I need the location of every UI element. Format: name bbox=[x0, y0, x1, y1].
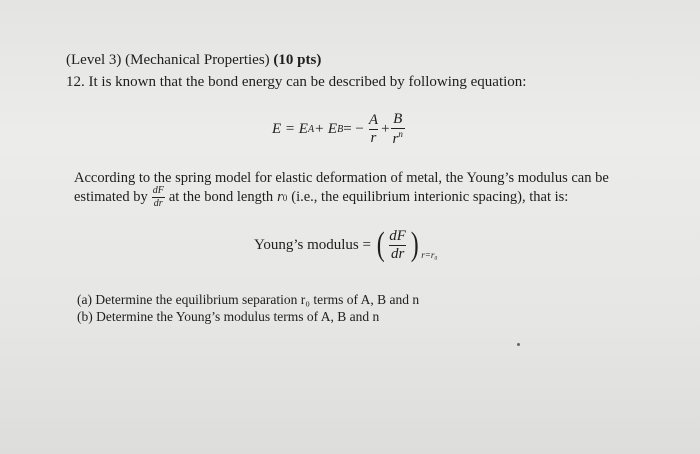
youngs-fraction bbox=[387, 229, 408, 262]
youngs-label: Young’s modulus = bbox=[254, 236, 371, 253]
right-paren: ) bbox=[410, 226, 419, 263]
level-label: (Level 3) bbox=[66, 52, 122, 68]
inline-df-dr bbox=[151, 186, 166, 209]
part-a: (a) Determine the equilibrium separation r₀ terms of A, B and n bbox=[77, 292, 420, 307]
youngs-modulus-equation bbox=[254, 228, 438, 262]
eq-equals: = − bbox=[343, 121, 364, 137]
youngs-num: dF bbox=[389, 227, 406, 244]
line2-start: estimated by bbox=[74, 189, 148, 205]
eq-lhs: E = E bbox=[272, 121, 308, 137]
fraction-b-over-rn bbox=[391, 112, 405, 147]
problem-header bbox=[66, 52, 321, 69]
inline-dr: dr bbox=[153, 198, 163, 209]
den-r: r bbox=[392, 131, 399, 147]
paragraph-line-2 bbox=[74, 186, 568, 209]
eq-sub-b: B bbox=[337, 124, 344, 135]
eq-sub-a: A bbox=[307, 124, 315, 135]
eq-plus2: + bbox=[381, 121, 390, 137]
inline-df: dF bbox=[152, 185, 164, 196]
line2-end: (i.e., the equilibrium interionic spacing), that is: bbox=[291, 189, 569, 205]
left-paren: ( bbox=[376, 226, 385, 263]
den-exp-n: n bbox=[398, 129, 403, 139]
youngs-eval-subscript: r=r₀ bbox=[421, 250, 438, 260]
line2-middle: at the bond length bbox=[168, 189, 274, 205]
paragraph-line-1: According to the spring model for elastic deformation of metal, the Young’s modulus can be bbox=[74, 170, 609, 186]
frac-num-a: A bbox=[368, 112, 379, 128]
part-b: (b) Determine the Young’s modulus terms of A, B and n bbox=[77, 309, 380, 324]
youngs-den: dr bbox=[390, 245, 405, 262]
points-label: (10 pts) bbox=[273, 52, 322, 68]
fraction-a-over-r bbox=[367, 113, 380, 146]
r0-symbol: r bbox=[277, 189, 283, 205]
frac-num-b: B bbox=[393, 111, 403, 127]
stray-dot bbox=[517, 343, 520, 346]
frac-den-r: r bbox=[370, 130, 377, 146]
category-label: (Mechanical Properties) bbox=[125, 52, 270, 68]
frac-den-rn bbox=[391, 128, 405, 147]
question-statement: 12. It is known that the bond energy can be described by following equation: bbox=[66, 74, 527, 90]
bond-energy-equation bbox=[272, 112, 406, 147]
eq-plus: + E bbox=[314, 121, 338, 137]
r0-subscript: 0 bbox=[282, 192, 288, 203]
